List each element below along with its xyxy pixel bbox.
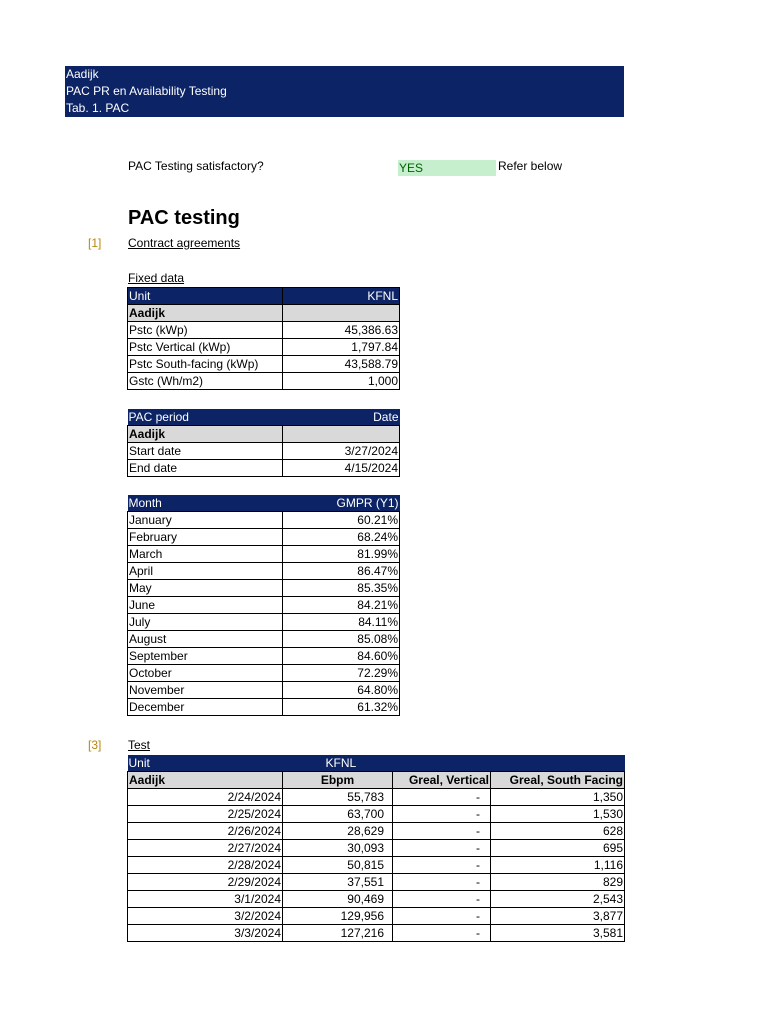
test-header-row [128, 755, 625, 772]
sheet-header [65, 66, 624, 117]
test-table [127, 755, 625, 942]
header-line-3: Tab. 1. PAC [66, 101, 130, 115]
table-row: February 68.24% [129, 530, 398, 544]
fixed-header-unit: Unit [128, 288, 283, 305]
fixed-header-row [128, 288, 400, 305]
period-group-row [128, 426, 400, 443]
table-row: Pstc (kWp) 45,386.63 [129, 323, 398, 337]
fixed-group-row [128, 305, 400, 322]
table-row: Start date 3/27/2024 [129, 444, 398, 458]
gmpr-table [127, 495, 400, 716]
pac-question-label: PAC Testing satisfactory? [128, 159, 264, 173]
table-row: 3/1/2024 90,469 - 2,543 [128, 891, 625, 908]
fixed-data-caption: Fixed data [128, 271, 185, 285]
test-columns-row [128, 772, 625, 789]
table-row: October 72.29% [129, 666, 398, 680]
test-col-ebpm: Ebpm [283, 772, 393, 789]
table-row: May 85.35% [129, 581, 398, 595]
table-row: September 84.60% [129, 649, 398, 663]
table-row: 2/29/2024 37,551 - 829 [128, 874, 625, 891]
pac-question-value[interactable]: YES [398, 160, 496, 176]
table-row: 3/3/2024 127,216 - 3,581 [128, 925, 625, 942]
table-row: Pstc South-facing (kWp) 43,588.79 [129, 357, 398, 371]
ref-marker-1: [1] [88, 236, 102, 250]
period-header-row [128, 409, 400, 426]
period-group-label: Aadijk [128, 426, 283, 443]
test-caption: Test [128, 738, 151, 752]
table-row: Pstc Vertical (kWp) 1,797.84 [129, 340, 398, 354]
table-row: January 60.21% [129, 513, 398, 527]
pac-period-table [127, 409, 400, 477]
table-row: 2/26/2024 28,629 - 628 [128, 823, 625, 840]
gmpr-header-row [128, 495, 400, 512]
gmpr-header-month: Month [128, 495, 283, 512]
table-row: 2/24/2024 55,783 - 1,350 [128, 789, 625, 806]
pac-question-note: Refer below [498, 159, 563, 173]
table-row: 3/2/2024 129,956 - 3,877 [128, 908, 625, 925]
table-row: July 84.11% [129, 615, 398, 629]
fixed-group-label: Aadijk [128, 305, 283, 322]
fixed-header-kfnl: KFNL [283, 288, 400, 305]
gmpr-header-value: GMPR (Y1) [283, 495, 400, 512]
test-col-greal-south: Greal, South Facing [491, 772, 625, 789]
period-header-date: Date [283, 409, 400, 426]
fixed-data-table [127, 287, 400, 390]
table-row: June 84.21% [129, 598, 398, 612]
table-row: 2/25/2024 63,700 - 1,530 [128, 806, 625, 823]
test-col-aadijk: Aadijk [128, 772, 283, 789]
table-row: August 85.08% [129, 632, 398, 646]
table-row: Gstc (Wh/m2) 1,000 [129, 374, 398, 388]
table-row: March 81.99% [129, 547, 398, 561]
header-line-2: PAC PR en Availability Testing [66, 84, 227, 98]
period-header-label: PAC period [128, 409, 283, 426]
table-row: 2/28/2024 50,815 - 1,116 [128, 857, 625, 874]
table-row: April 86.47% [129, 564, 398, 578]
test-header-unit: Unit [128, 755, 283, 772]
table-row: End date 4/15/2024 [129, 461, 398, 475]
table-row: 2/27/2024 30,093 - 695 [128, 840, 625, 857]
contract-agreements-label: Contract agreements [128, 236, 241, 250]
section-title: PAC testing [128, 207, 240, 229]
ref-marker-3: [3] [88, 738, 102, 752]
test-header-kfnl: KFNL [283, 755, 625, 772]
test-col-greal-vertical: Greal, Vertical [393, 772, 491, 789]
table-row: November 64.80% [129, 683, 398, 697]
header-line-1: Aadijk [66, 67, 99, 81]
table-row: December 61.32% [129, 700, 398, 714]
